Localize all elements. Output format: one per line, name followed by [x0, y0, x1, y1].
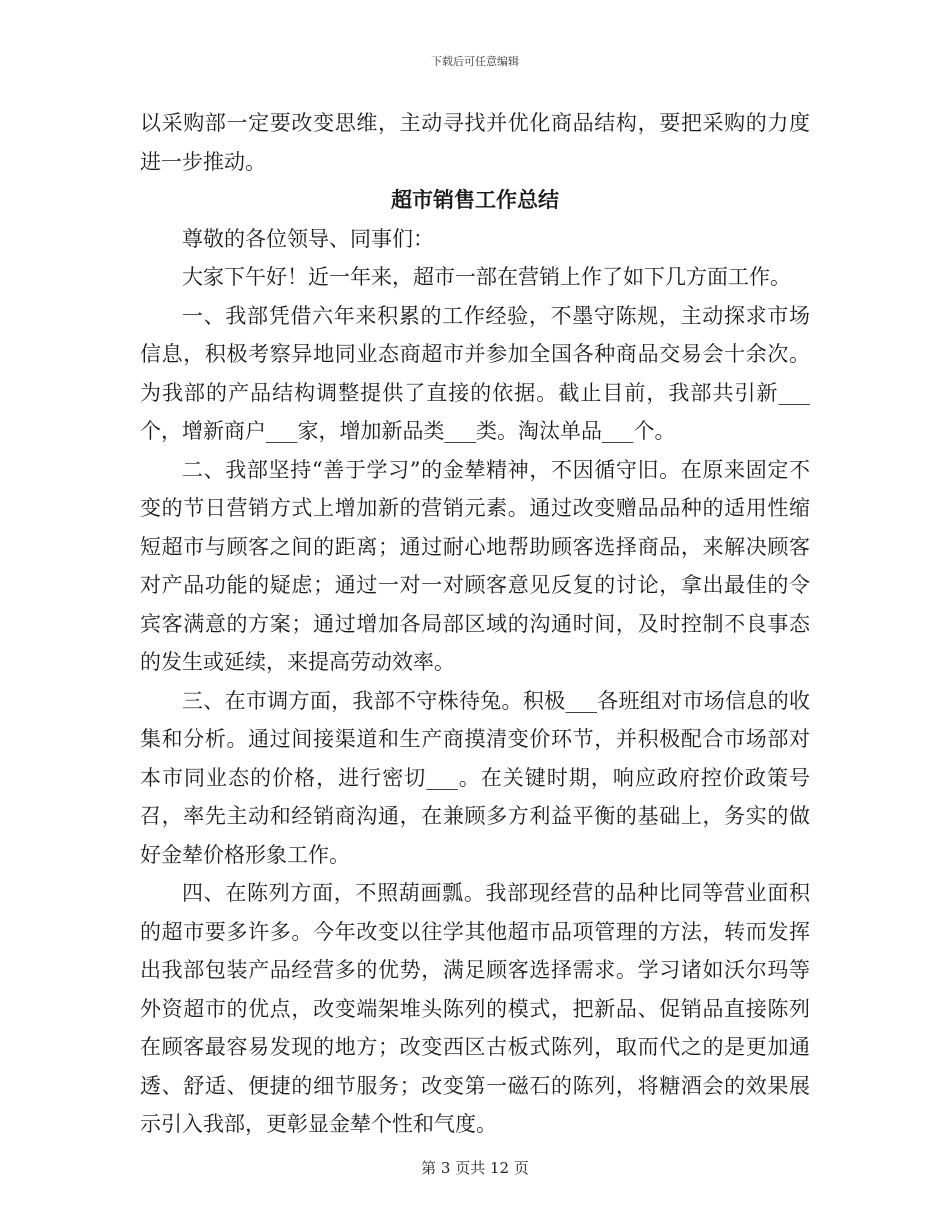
header-note: 下载后可任意编辑 [431, 55, 519, 68]
paragraph-section-2: 二、我部坚持“善于学习”的金辇精神，不因循守旧。在原来固定不变的节日营销方式上增加新的营销元素。通过改变赠品品种的适用性缩短超市与顾客之间的距离；通过耐心地帮助顾客选择商品，来解决顾客对产品功能的疑虑；通过一对一对顾客意见反复的讨论，拿出最佳的令宾客满意的方案；通过增加各局部区域的沟通时间，及时控制不良事态的发生或延续，来提高劳动效率。 [140, 457, 810, 674]
paragraph-greeting: 大家下午好！近一年来，超市一部在营销上作了如下几方面工作。 [182, 265, 791, 289]
paragraph-section-3: 三、在市调方面，我部不守株待兔。积极___各班组对市场信息的收集和分析。通过间接渠道和生产商摸清变价环节，并积极配合市场部对本市同业态的价格，进行密切___。在关键时期，响应政府控价政策号召，率先主动和经销商沟通，在兼顾多方利益平衡的基础上，务实的做好金辇价格形象工作。 [140, 688, 810, 867]
paragraph-section-1: 一、我部凭借六年来积累的工作经验，不墨守陈规，主动探求市场信息，积极考察异地同业态商超市并参加全国各种商品交易会十余次。为我部的产品结构调整提供了直接的依据。截止目前，我部共引新___个，增新商户___家，增加新品类___类。淘汰单品___个。 [140, 303, 810, 443]
document-title: 超市销售工作总结 [391, 187, 559, 212]
paragraph-section-4: 四、在陈列方面，不照葫画瓢。我部现经营的品种比同等营业面积的超市要多许多。今年改变以往学其他超市品项管理的方法，转而发挥出我部包装产品经营多的优势，满足顾客选择需求。学习诸如沃尔玛等外资超市的优点，改变端架堆头陈列的模式，把新品、促销品直接陈列在顾客最容易发现的地方；改变西区古板式陈列，取而代之的是更加通透、舒适、便捷的细节服务；改变第一磁石的陈列，将糖酒会的效果展示引入我部，更彰显金辇个性和气度。 [140, 881, 810, 1136]
continuation-paragraph: 以采购部一定要改变思维，主动寻找并优化商品结构，要把采购的力度进一步推动。 [140, 111, 810, 174]
document-body [140, 104, 810, 1144]
salutation: 尊敬的各位领导、同事们： [182, 226, 434, 251]
page-footer: 第 3 页共 12 页 [421, 1159, 529, 1177]
